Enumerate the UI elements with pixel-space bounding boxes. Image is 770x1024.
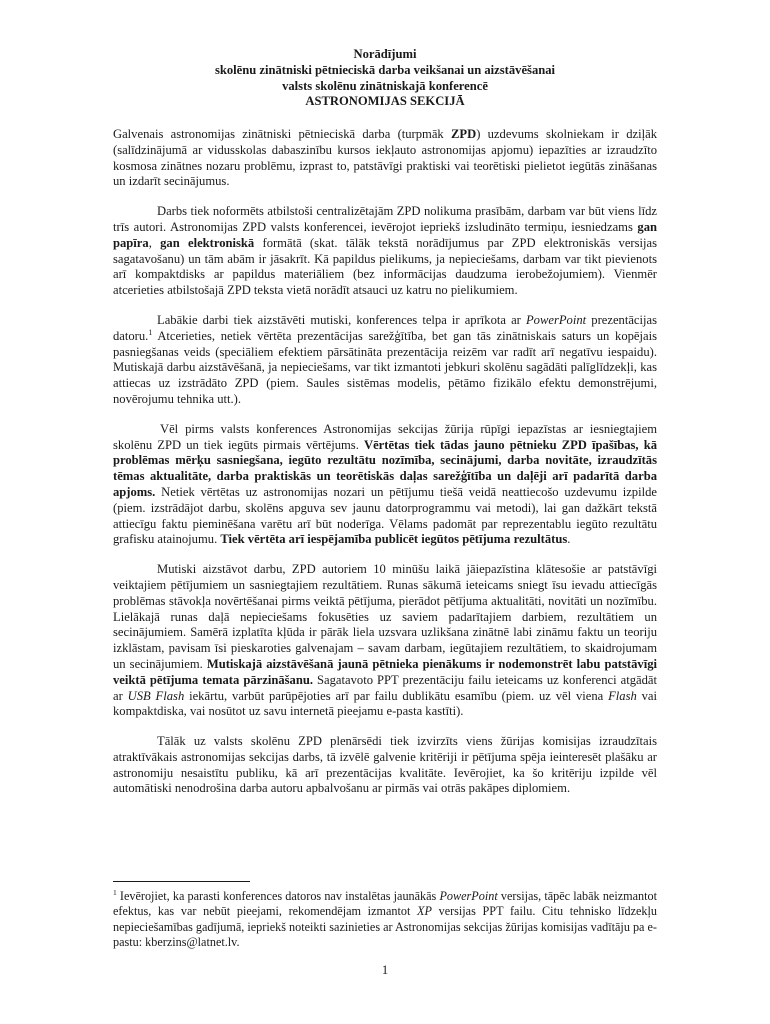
document-body [113, 127, 657, 811]
paragraph-presentation: Labākie darbi tiek aizstāvēti mutiski, konferences telpa ir aprīkota ar PowerPoint prezentācijas datoru.$^1$ Atcerieties, netiek vērtēta prezentācijas sarežģītība, bet gan tās zinātniskais saturs un kopējais pasniegšanas veids (speciāliem efektiem pārsātināta prezentācija reizēm var radīt arī negatīvu iespaidu). Mutiskajā darbu aizstāvēšanā, ja nepieciešams, var tikt izmantoti jebkuri skolēnu sagādāti palīglīdzekļi, kas attiecas uz izstrādāto ZPD (piem. Saules sistēmas modelis, pētāmo fizikālo efektu demonstrējumi, novērojumu tehnika utt.). [113, 312, 657, 406]
paragraph-intro: Galvenais astronomijas zinātniski pētnieciskā darba (turpmāk ZPD) uzdevums skolniekam ir dziļāk (salīdzinājumā ar vidusskolas dabaszinību kursos iekļauto astronomijas apjomu) iepazīties ar izraudzīto kosmosa zinātnes nozaru problēmu, izprast to, patstāvīgi praktiski vai teorētiski pielietot iegūtās zināšanas un izdarīt secinājumus. [113, 127, 657, 189]
title-line-2: skolēnu zinātniski pētnieciskā darba veikšanai un aizstāvēšanai [214, 62, 556, 77]
footnote-marker: 1 [113, 887, 117, 897]
title-line-1: Norādījumi [353, 47, 417, 61]
footnote-separator [113, 881, 250, 882]
footnote-reference: 1 [148, 327, 153, 337]
footnote: $^1$ Ievērojiet, ka parasti konferences datoros nav instalētas jaunākās PowerPoint versijas, tāpēc labāk neizmantot efektus, kas var nebūt pieejami, rekomendējam izmantot XP versijas PPT failu. Citu tehnisko līdzekļu nepieciešamības gadījumā, iepriekš noteikti sazinieties ar Astronomijas sekcijas žūrijas komisijas vadītāju pa e-pastu: kberzins@latnet.lv. [113, 887, 657, 950]
page-number: 1 [381, 963, 389, 977]
paragraph-format: Darbs tiek noformēts atbilstoši centralizētajām ZPD nolikuma prasībām, darbam var būt viens līdz trīs autori. Astronomijas ZPD valsts konferencei, ievērojot iepriekš izsludināto termiņu, iesniedzams gan papīra, gan elektroniskā formātā (skat. tālāk tekstā norādījumus par ZPD elektroniskās versijas sagatavošanu) un tām abām ir jāsakrīt. Kā papildus pielikums, ja nepieciešams, darbam var tikt pievienots arī kompaktdisks ar papildus materiāliem (bez informācijas daudzuma ierobežojumiem). Vienmēr atcerieties atbilstošajā ZPD teksta vietā norādīt atsauci uz katru no pielikumiem. [113, 204, 657, 298]
title-line-3: valsts skolēnu zinātniskajā konferencē [282, 78, 488, 93]
paragraph-plenary: Tālāk uz valsts skolēnu ZPD plenārsēdi tiek izvirzīts viens žūrijas komisijas izraudzītais atraktīvākais astronomijas sekcijas darbs, tā izvēlē galvenie kritēriji ir pētījuma spēja ieinteresēt plašāku ar astronomiju nesaistītu publiku, kā arī prezentācijas kvalitāte. Ievērojiet, ka šo kritēriju izpilde vēl automātiski nenodrošina darba autoru apbalvošanu ar pirmās vai otrās pakāpes diplomiem. [113, 734, 657, 796]
paragraph-evaluation: Vēl pirms valsts konferences Astronomijas sekcijas žūrija rūpīgi iepazīstas ar iesniegtajiem skolēnu ZPD un tiek iegūts pirmais vērtējums. Vērtētas tiek tādas jauno pētnieku ZPD īpašības, kā problēmas mērķu sasniegšana, iegūto rezultātu nozīmība, secinājumi, darba novitāte, izraudzītās tēmas aktualitāte, darba praktiskās un teorētiskās daļas sarežģītība un daļēji arī padarītā darba apjoms. Netiek vērtētas uz astronomijas nozari un pētījumu tiešā veidā neattiecošo uzdevumu izpilde (piem. izstrādājot darbu, skolēns apguva sev jaunu datorprogrammu vai metodi), lai gan dažkārt tekstā attiecīgu faktu pieminēšana varētu arī būt noderīga. Vēlams padomāt par reprezentablu iegūto rezultātu grafisku atainojumu. Tiek vērtēta arī iespējamība publicēt iegūtos pētījuma rezultātus. [113, 421, 657, 547]
document-title [0, 47, 770, 110]
paragraph-oral-defense: Mutiski aizstāvot darbu, ZPD autoriem 10 minūšu laikā jāiepazīstina klātesošie ar patstāvīgi veiktajiem pētījumiem un sasniegtajiem rezultātiem. Runas sākumā ieteicams sniegt īsu ievadu attiecīgās problēmas stāvokļa novērtēšanai pirms veiktā pētījuma, pierādot pētījuma aktualitāti, novitāti un nozīmību. Lielākajā runas daļā nepieciešams fokusēties uz saviem padarītajiem darbiem, rezultātiem un secinājumiem. Samērā izplatīta kļūda ir pārāk liela uzsvara uzlikšana zinātnē labi zināmu faktu un teoriju izklāstam, pavisam īsi pieskaroties galvenajam – savam darbam, iegūtajiem rezultātiem, to skaidrojumam un secinājumiem. Mutiskajā aizstāvēšanā jaunā pētnieka pienākums ir nodemonstrēt labu patstāvīgi veiktā pētījuma temata pārzināšanu. Sagatavoto PPT prezentāciju failu ieteicams uz konferenci atgādāt ar USB Flash iekārtu, varbūt parūpējoties arī par failu dublikātu esamību (piem. uz vēl viena Flash vai kompaktdiska, vai nosūtot uz savu internetā pieejamu e-pasta kastīti). [113, 562, 658, 719]
title-line-4: ASTRONOMIJAS SEKCIJĀ [305, 94, 465, 109]
